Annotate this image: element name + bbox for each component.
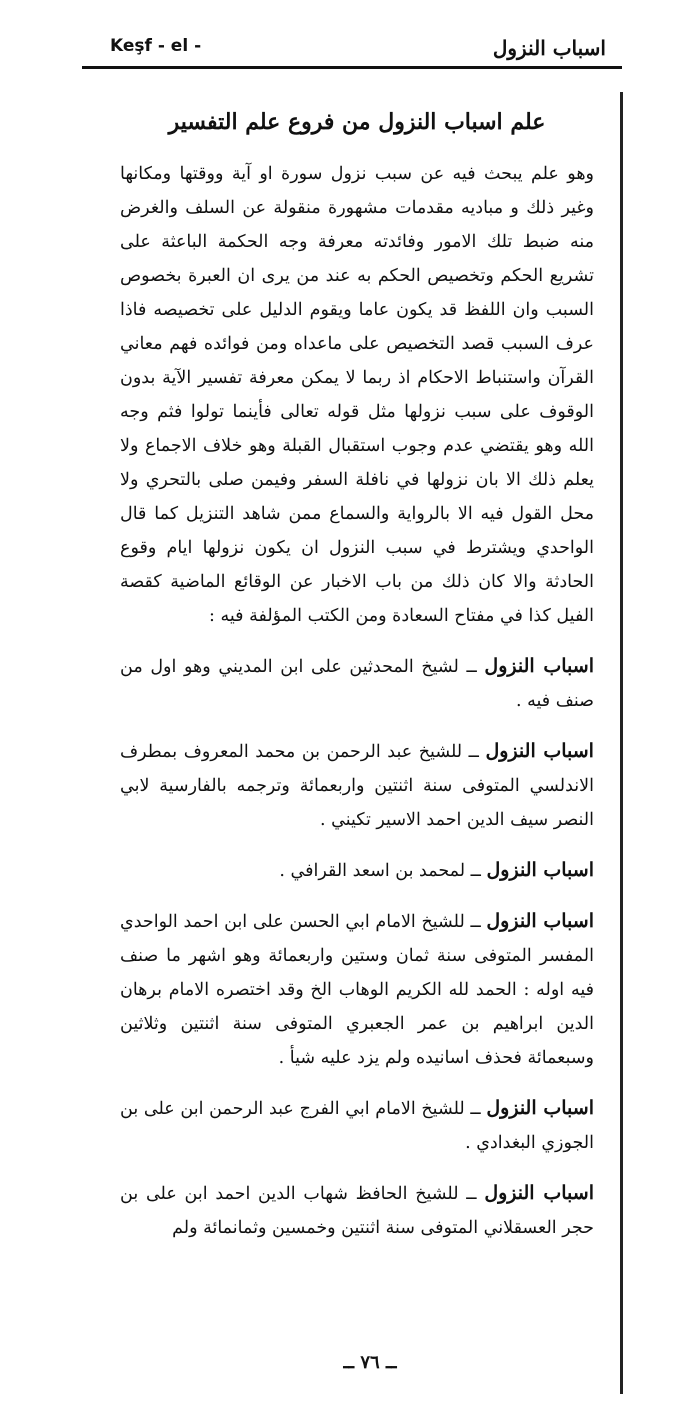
entry-title: اسباب النزول	[485, 740, 594, 762]
entry-title: اسباب النزول	[486, 859, 594, 881]
book-entry	[120, 1176, 594, 1245]
page-number: ــ ٧٦ ــ	[343, 1352, 397, 1373]
entry-text: ــ للشيخ عبد الرحمن بن محمد المعروف بمطرف الاندلسي المتوفى سنة اثنتين واربعمائة وترجمه بالفارسية لابي النصر سيف الدين احمد الاسير تكيني .	[120, 742, 594, 830]
book-entry	[120, 853, 594, 888]
book-entry	[120, 734, 594, 837]
entry-text: ــ لشيخ المحدثين على ابن المديني وهو اول من صنف فيه .	[120, 657, 594, 711]
page-body	[120, 95, 594, 1245]
entry-title: اسباب النزول	[484, 1182, 594, 1204]
book-entry	[120, 904, 594, 1075]
entry-text: ــ لمحمد بن اسعد القرافي .	[279, 861, 481, 881]
section-title: علم اسباب النزول من فروع علم التفسير	[168, 109, 546, 135]
entry-title: اسباب النزول	[484, 655, 594, 677]
margin-line	[620, 92, 623, 1394]
book-entry	[120, 1091, 594, 1160]
intro-paragraph: وهو علم يبحث فيه عن سبب نزول سورة او آية ووقتها ومكانها وغير ذلك و مباديه مقدمات مشهورة منقولة عن السلف والغرض منه ضبط تلك الامور وفائدته معرفة وجه الحكمة الباعثة على تشريع الحكم وتخصيص الحكم به عند من يرى ان العبرة بخصوص السبب وان اللفظ قد يكون عاما ويقوم الدليل على تخصيصه فاذا عرف السبب قصد التخصيص على ماعداه ومن فوائده فهم معاني القرآن واستنباط الاحكام اذ ربما لا يمكن معرفة تفسير الآية بدون الوقوف على سبب نزولها مثل قوله تعالى فأينما تولوا فثم وجه الله وهو يقتضي عدم وجوب استقبال القبلة وهو خلاف الاجماع ولا يعلم ذلك الا بان نزولها في نافلة السفر وفيمن صلى بالتحري ولا محل القول فيه الا بالرواية والسماع ممن شاهد التنزيل كما قال الواحدي ويشترط في سبب النزول ان يكون نزولها ايام وقوع الحادثة والا كان ذلك من باب الاخبار عن الوقائع الماضية كقصة الفيل كذا في مفتاح السعادة ومن الكتب المؤلفة فيه :	[120, 164, 594, 626]
book-entry	[120, 649, 594, 718]
entry-title: اسباب النزول	[486, 1097, 594, 1119]
running-head-book: Keşf - el -	[110, 36, 202, 56]
running-head-title: اسباب النزول	[492, 36, 606, 60]
entry-title: اسباب النزول	[486, 910, 594, 932]
entry-text: ــ للشيخ الامام ابي الحسن على ابن احمد الواحدي المفسر المتوفى سنة ثمان وستين واربعمائة وهو اشهر ما صنف فيه اوله : الحمد لله الكريم الوهاب الخ وقد اختصره الامام برهان الدين ابراهيم بن عمر الجعبري المتوفى سنة اثنتين وثلاثين وسبعمائة فحذف اسانيده ولم يزد عليه شيأ .	[120, 912, 594, 1068]
header-rule	[82, 66, 622, 69]
entry-text: ــ للشيخ الحافظ شهاب الدين احمد ابن على بن حجر العسقلاني المتوفى سنة اثنتين وخمسين وثمانمائة ولم	[120, 1184, 594, 1238]
entry-text: ــ للشيخ الامام ابي الفرج عبد الرحمن ابن على بن الجوزي البغدادي .	[120, 1099, 594, 1153]
